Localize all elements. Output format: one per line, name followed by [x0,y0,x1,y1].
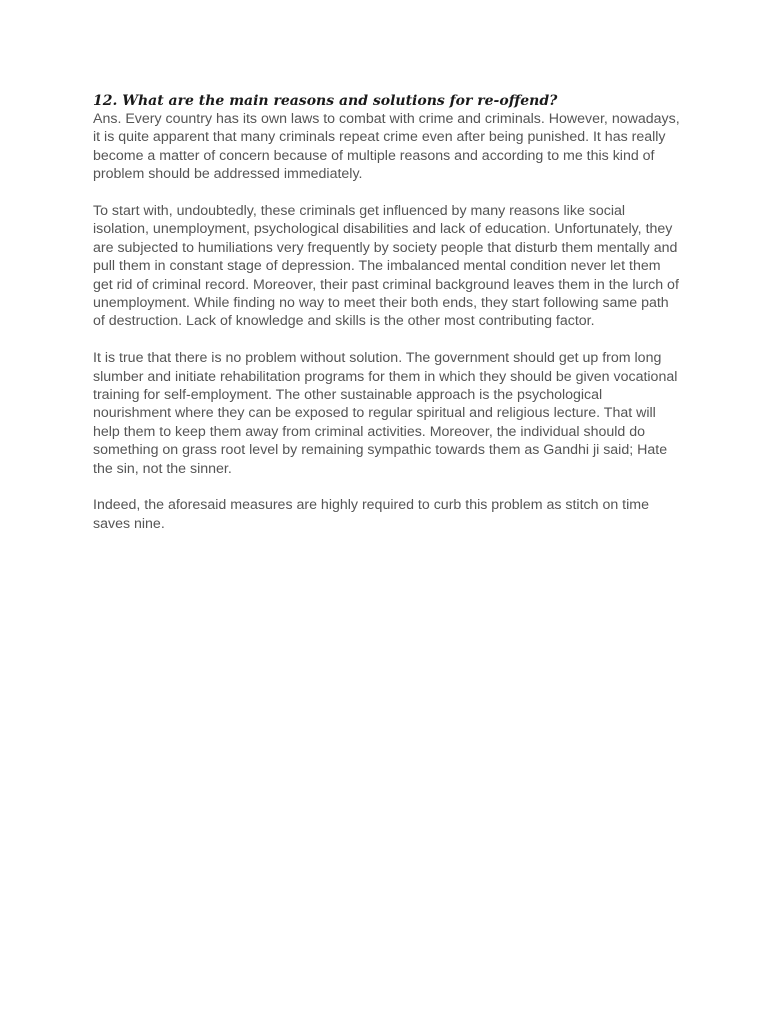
answer-paragraph-intro: Ans. Every country has its own laws to combat with crime and criminals. However, nowadays, it is quite apparent that many criminals repeat crime even after being punished. It has really become a matter of concern because of multiple reasons and according to me this kind of problem should be addressed immediately. [93,111,680,183]
answer-paragraph-reasons: To start with, undoubtedly, these criminals get influenced by many reasons like social isolation, unemployment, psychological disabilities and lack of education. Unfortunately, they are subjected to humiliations very frequently by society people that disturb them mentally and pull them in constant stage of depression. The imbalanced mental condition never let them get rid of criminal record. Moreover, their past criminal background leaves them in the lurch of unemployment. While finding no way to meet their both ends, they start following same path of destruction. Lack of knowledge and skills is the other most contributing factor. [93,203,679,330]
answer-paragraph-conclusion: Indeed, the aforesaid measures are highly required to curb this problem as stitch on time saves nine. [93,497,649,532]
answer-paragraph-solutions: It is true that there is no problem without solution. The government should get up from long slumber and initiate rehabilitation programs for them in which they should be given vocational training for self-employment. The other sustainable approach is the psychological nourishment where they can be exposed to regular spiritual and religious lecture. That will help them to keep them away from criminal activities. Moreover, the individual should do something on grass root level by remaining sympathic towards them as Gandhi ji said; Hate the sin, not the sinner. [93,350,678,477]
document-page [93,92,683,533]
question-heading: 12. What are the main reasons and solutions for re-offend? [93,93,558,109]
